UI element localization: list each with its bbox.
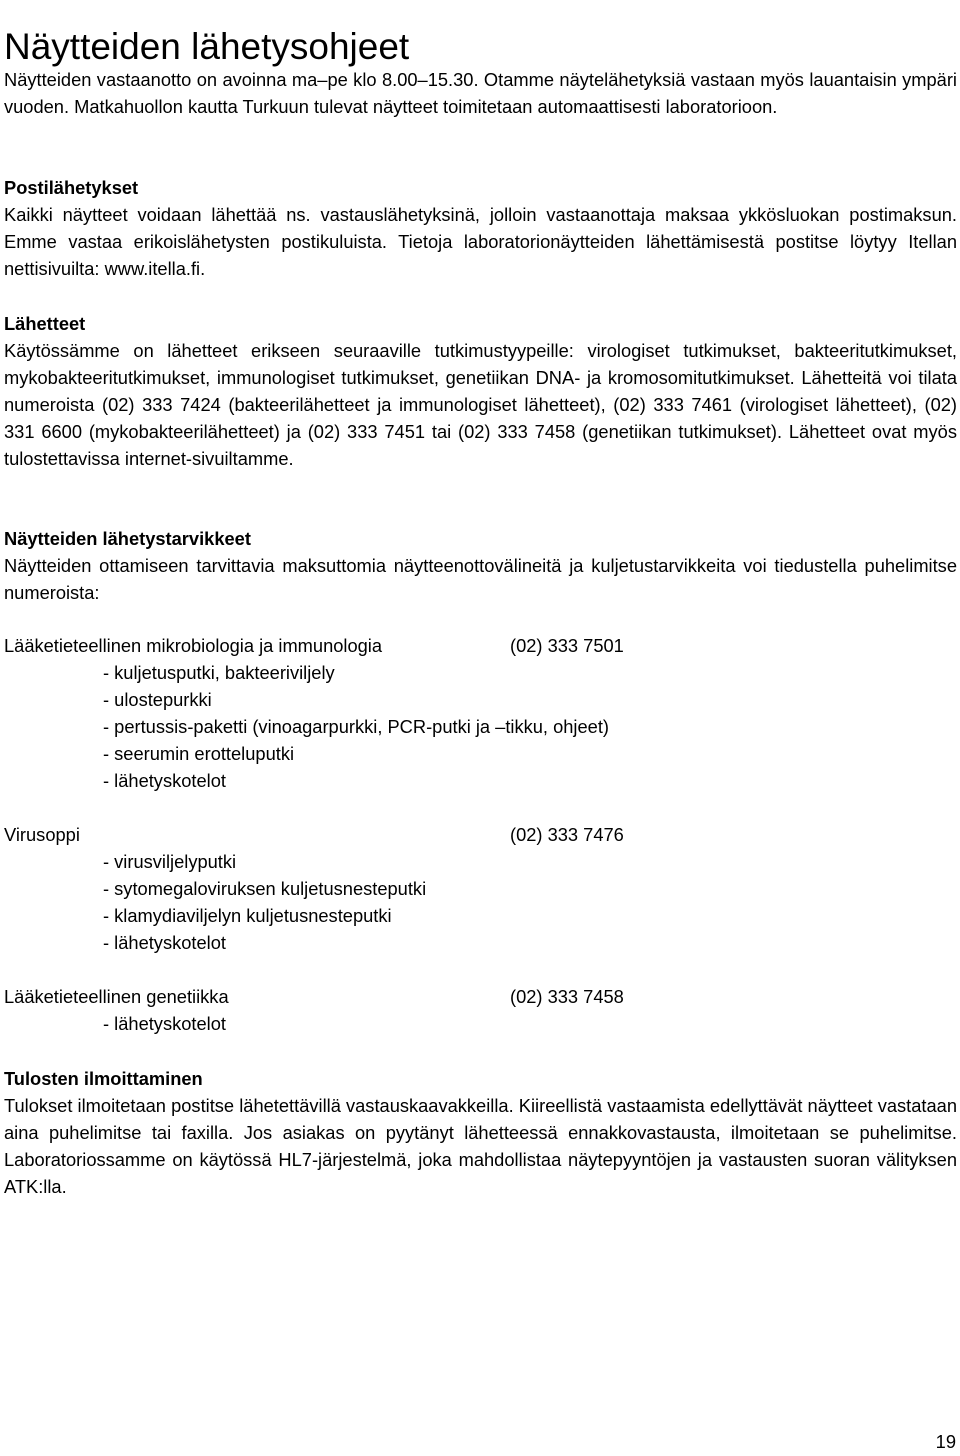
page-number: 19: [935, 1431, 956, 1452]
postal-text: Kaikki näytteet voidaan lähettää ns. vastauslähetyksinä, jolloin vastaanottaja maksaa ykkösluokan postimaksun. Emme vastaa erikoislähetysten postikuluista. Tietoja laboratorionäytteiden lähettämisestä postitse löytyy Itellan nettisivuilta: www.itella.fi.: [4, 204, 957, 280]
intro-paragraph: [4, 66, 957, 120]
lab-phone: (02) 333 7458: [510, 986, 624, 1007]
lab-phone: (02) 333 7476: [510, 824, 624, 845]
results-section: [4, 1065, 957, 1200]
lab-name: Virusoppi: [4, 824, 80, 845]
page-title: Näytteiden lähetysohjeet: [4, 25, 410, 67]
supply-item: - seerumin erotteluputki: [103, 743, 295, 765]
lab-virology: [4, 821, 904, 848]
supply-item: - klamydiaviljelyn kuljetusnesteputki: [103, 905, 392, 927]
supply-item: - kuljetusputki, bakteeriviljely: [103, 662, 335, 683]
lab-phone: (02) 333 7501: [510, 635, 624, 656]
postal-heading: Postilähetykset: [4, 177, 139, 198]
supply-list-virology: [103, 848, 426, 956]
supply-item: - lähetyskotelot: [103, 770, 226, 792]
supply-item: - ulostepurkki: [103, 689, 212, 711]
lab-name: Lääketieteellinen genetiikka: [4, 986, 229, 1007]
supplies-heading: Näytteiden lähetystarvikkeet: [4, 528, 251, 549]
postal-section: [4, 174, 957, 282]
supplies-section: [4, 525, 957, 606]
supply-item: - sytomegaloviruksen kuljetusnesteputki: [103, 878, 427, 900]
lab-microbiology: [4, 632, 904, 659]
results-text: Tulokset ilmoitetaan postitse lähetettävillä vastauskaavakkeilla. Kiireellistä vastaamista edellyttävät näytteet vastataan aina puhelimitse tai faxilla. Jos asiakas on pyytänyt lähetteessä ennakkovastausta, ilmoitetaan se puhelimitse. Laboratoriossamme on käytössä HL7-järjestelmä, joka mahdollistaa näytepyyntöjen ja vastausten suoran välityksen ATK:lla.: [4, 1095, 957, 1198]
supply-list-genetics: [103, 1010, 226, 1037]
lab-name: Lääketieteellinen mikrobiologia ja immunologia: [4, 635, 383, 656]
supply-item: - lähetyskotelot: [103, 932, 226, 954]
supply-item: - lähetyskotelot: [103, 1013, 226, 1034]
referrals-section: [4, 310, 957, 473]
results-heading: Tulosten ilmoittaminen: [4, 1068, 203, 1089]
supply-item: - virusviljelyputki: [103, 851, 237, 872]
supply-list-microbiology: [103, 659, 609, 794]
lab-genetics: [4, 983, 904, 1010]
referrals-heading: Lähetteet: [4, 313, 86, 334]
intro-text: Näytteiden vastaanotto on avoinna ma–pe klo 8.00–15.30. Otamme näytelähetyksiä vastaan myös lauantaisin ympäri vuoden. Matkahuollon kautta Turkuun tulevat näytteet toimitetaan automaattisesti laboratorioon.: [4, 69, 957, 118]
supply-item: - pertussis-paketti (vinoagarpurkki, PCR-putki ja –tikku, ohjeet): [103, 716, 609, 738]
referrals-text: Käytössämme on lähetteet erikseen seuraaville tutkimustyypeille: virologiset tutkimukset, bakteeritutkimukset, mykobakteeritutkimukset, immunologiset tutkimukset, genetiikan DNA- ja kromosomitutkimukset. Lähetteitä voi tilata numeroista (02) 333 7424 (bakteerilähetteet ja immunologiset lähetteet), (02) 333 7461 (virologiset lähetteet), (02) 331 6600 (mykobakteerilähetteet) ja (02) 333 7451 tai (02) 333 7458 (genetiikan tutkimukset). Lähetteet ovat myös tulostettavissa internet-sivuiltamme.: [4, 340, 957, 470]
supplies-text: Näytteiden ottamiseen tarvittavia maksuttomia näytteenottovälineitä ja kuljetustarvikkeita voi tiedustella puhelimitse numeroista:: [4, 555, 957, 604]
